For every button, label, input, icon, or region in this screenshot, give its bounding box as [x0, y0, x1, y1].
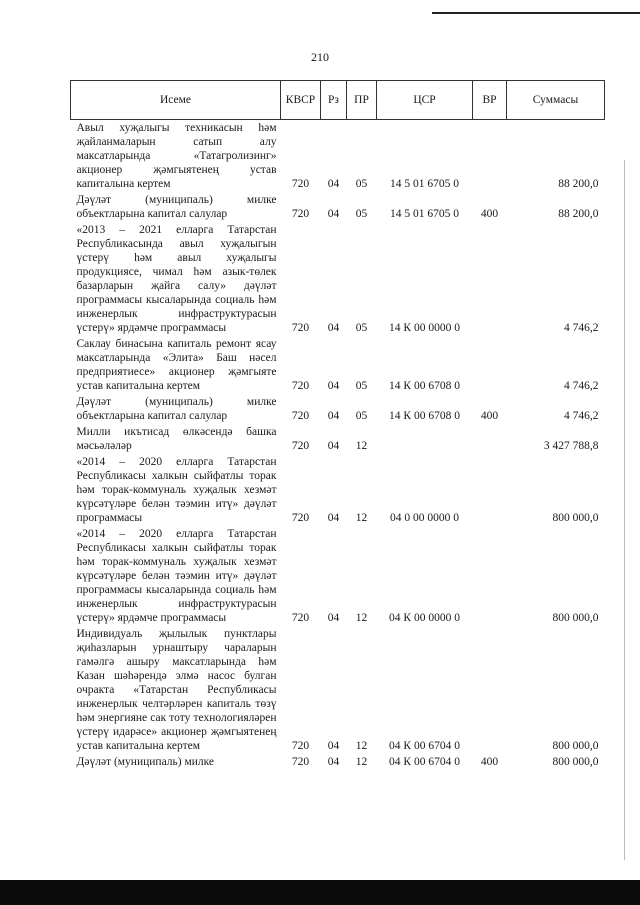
cell-rz: 04 [327, 410, 340, 422]
cell-name: Дәүләт (муниципаль) милке [76, 756, 215, 768]
table-row [71, 424, 605, 454]
cell-sum: 800 000,0 [552, 512, 599, 524]
cell-rz: 04 [327, 612, 340, 624]
table-row [71, 222, 605, 336]
cell-name: Дәүләт (муниципаль) милке объектларына капитал салулар [76, 194, 277, 220]
cell-rz: 04 [327, 512, 340, 524]
cell-csr: 04 К 00 6704 0 [389, 740, 460, 752]
cell-vr [473, 424, 507, 454]
cell-csr: 14 К 00 0000 0 [389, 322, 460, 334]
cell-vr [473, 526, 507, 626]
table-row [71, 526, 605, 626]
cell-kvsr: 720 [291, 208, 310, 220]
cell-pr: 05 [355, 410, 368, 422]
cell-vr [473, 336, 507, 394]
cell-kvsr: 720 [291, 512, 310, 524]
cell-pr: 05 [355, 380, 368, 392]
cell-sum: 800 000,0 [552, 756, 599, 768]
cell-name: «2014 – 2020 елларга Татарстан Республикасы халкын сыйфатлы торак һәм торак-коммуналь хуҗалык хезмәт күрсәтүләре белән тәэмин итү» дәүләт программасы кысаларында социаль һәм инженерлык инфраструктурасын үстерү» ярдәмче программасы [76, 528, 277, 624]
cell-sum: 800 000,0 [552, 612, 599, 624]
header-rz: Рз [321, 81, 347, 120]
cell-name: Милли икътисад өлкәсендә башка мәсьәләләр [76, 426, 277, 452]
scan-edge-line [624, 160, 625, 860]
table-row [71, 754, 605, 770]
cell-rz: 04 [327, 440, 340, 452]
cell-vr [473, 120, 507, 193]
cell-vr: 400 [480, 756, 499, 768]
cell-rz: 04 [327, 740, 340, 752]
cell-kvsr: 720 [291, 178, 310, 190]
cell-pr: 12 [355, 740, 368, 752]
cell-sum: 4 746,2 [564, 410, 599, 422]
cell-kvsr: 720 [291, 612, 310, 624]
cell-sum: 88 200,0 [558, 178, 599, 190]
cell-csr: 04 К 00 6704 0 [389, 756, 460, 768]
cell-rz: 04 [327, 322, 340, 334]
cell-vr [473, 626, 507, 754]
cell-csr: 14 5 01 6705 0 [390, 208, 459, 220]
cell-name: Индивидуаль җылылык пунктлары җиһазларын урнаштыру чараларын гамәлгә ашыру максатларында һәм Казан шәһәрендә элмә насос булган очракта «Татарстан Республикасы инженерлык челтәрләрен капиталь төзү һәм энергияне сак тоту технологияләрен үстерү идарәсе» акционер җәмгыятенең устав капиталына кертем [76, 628, 277, 752]
table-row [71, 626, 605, 754]
top-rule [432, 12, 640, 14]
scan-bottom-bar [0, 880, 640, 905]
cell-csr: 14 К 00 6708 0 [389, 380, 460, 392]
cell-sum: 3 427 788,8 [543, 440, 599, 452]
cell-name: «2013 – 2021 елларга Татарстан Республикасында авыл хуҗалыгын үстерү һәм авыл хуҗалыгы продукциясе, чимал һәм азык-төлек базарларын җайга салу» дәүләт программасы кысаларында социаль һәм инженерлык инфраструктурасын үстерү» ярдәмче программасы [76, 224, 277, 334]
header-kvsr: КВСР [281, 81, 321, 120]
cell-rz: 04 [327, 178, 340, 190]
cell-pr: 12 [355, 612, 368, 624]
cell-csr: 14 5 01 6705 0 [390, 178, 459, 190]
cell-sum: 88 200,0 [558, 208, 599, 220]
cell-kvsr: 720 [291, 322, 310, 334]
cell-kvsr: 720 [291, 380, 310, 392]
cell-sum: 4 746,2 [564, 380, 599, 392]
budget-table [70, 80, 605, 770]
cell-vr [473, 222, 507, 336]
header-sum: Суммасы [507, 81, 605, 120]
cell-pr: 12 [355, 756, 368, 768]
cell-name: Дәүләт (муниципаль) милке объектларына капитал салулар [76, 396, 277, 422]
cell-rz: 04 [327, 756, 340, 768]
cell-csr: 04 К 00 0000 0 [389, 612, 460, 624]
cell-sum: 800 000,0 [552, 740, 599, 752]
cell-name: Авыл хуҗалыгы техникасын һәм җайланмаларын сатып алу максатларында «Татагролизинг» акционер җәмгыятенең устав капиталына кертем [76, 122, 277, 190]
header-vr: ВР [473, 81, 507, 120]
cell-kvsr: 720 [291, 740, 310, 752]
page-number: 210 [311, 50, 329, 64]
cell-vr: 400 [480, 208, 499, 220]
cell-kvsr: 720 [291, 410, 310, 422]
cell-csr: 14 К 00 6708 0 [389, 410, 460, 422]
header-pr: ПР [347, 81, 377, 120]
table-row [71, 394, 605, 424]
table-row [71, 192, 605, 222]
cell-kvsr: 720 [291, 440, 310, 452]
cell-name: «2014 – 2020 елларга Татарстан Республикасы халкын сыйфатлы торак һәм торак-коммуналь хуҗалык хезмәт күрсәтүләре белән тәэмин итү» дәүләт программасы [76, 456, 277, 524]
cell-pr: 12 [355, 440, 368, 452]
table-row [71, 336, 605, 394]
table-row [71, 120, 605, 193]
table-header [71, 81, 605, 120]
cell-csr: 04 0 00 0000 0 [390, 512, 459, 524]
header-csr: ЦСР [377, 81, 473, 120]
cell-kvsr: 720 [291, 756, 310, 768]
cell-name: Саклау бинасына капиталь ремонт ясау максатларында «Элита» Баш нәсел предприятиесе» акционер җәмгыяте устав капиталына кертем [76, 338, 277, 392]
cell-csr [377, 424, 473, 454]
cell-sum: 4 746,2 [564, 322, 599, 334]
table-row [71, 454, 605, 526]
cell-vr [473, 454, 507, 526]
cell-pr: 05 [355, 178, 368, 190]
cell-pr: 12 [355, 512, 368, 524]
cell-pr: 05 [355, 208, 368, 220]
header-name: Исеме [71, 81, 281, 120]
cell-pr: 05 [355, 322, 368, 334]
cell-rz: 04 [327, 380, 340, 392]
cell-vr: 400 [480, 410, 499, 422]
cell-rz: 04 [327, 208, 340, 220]
